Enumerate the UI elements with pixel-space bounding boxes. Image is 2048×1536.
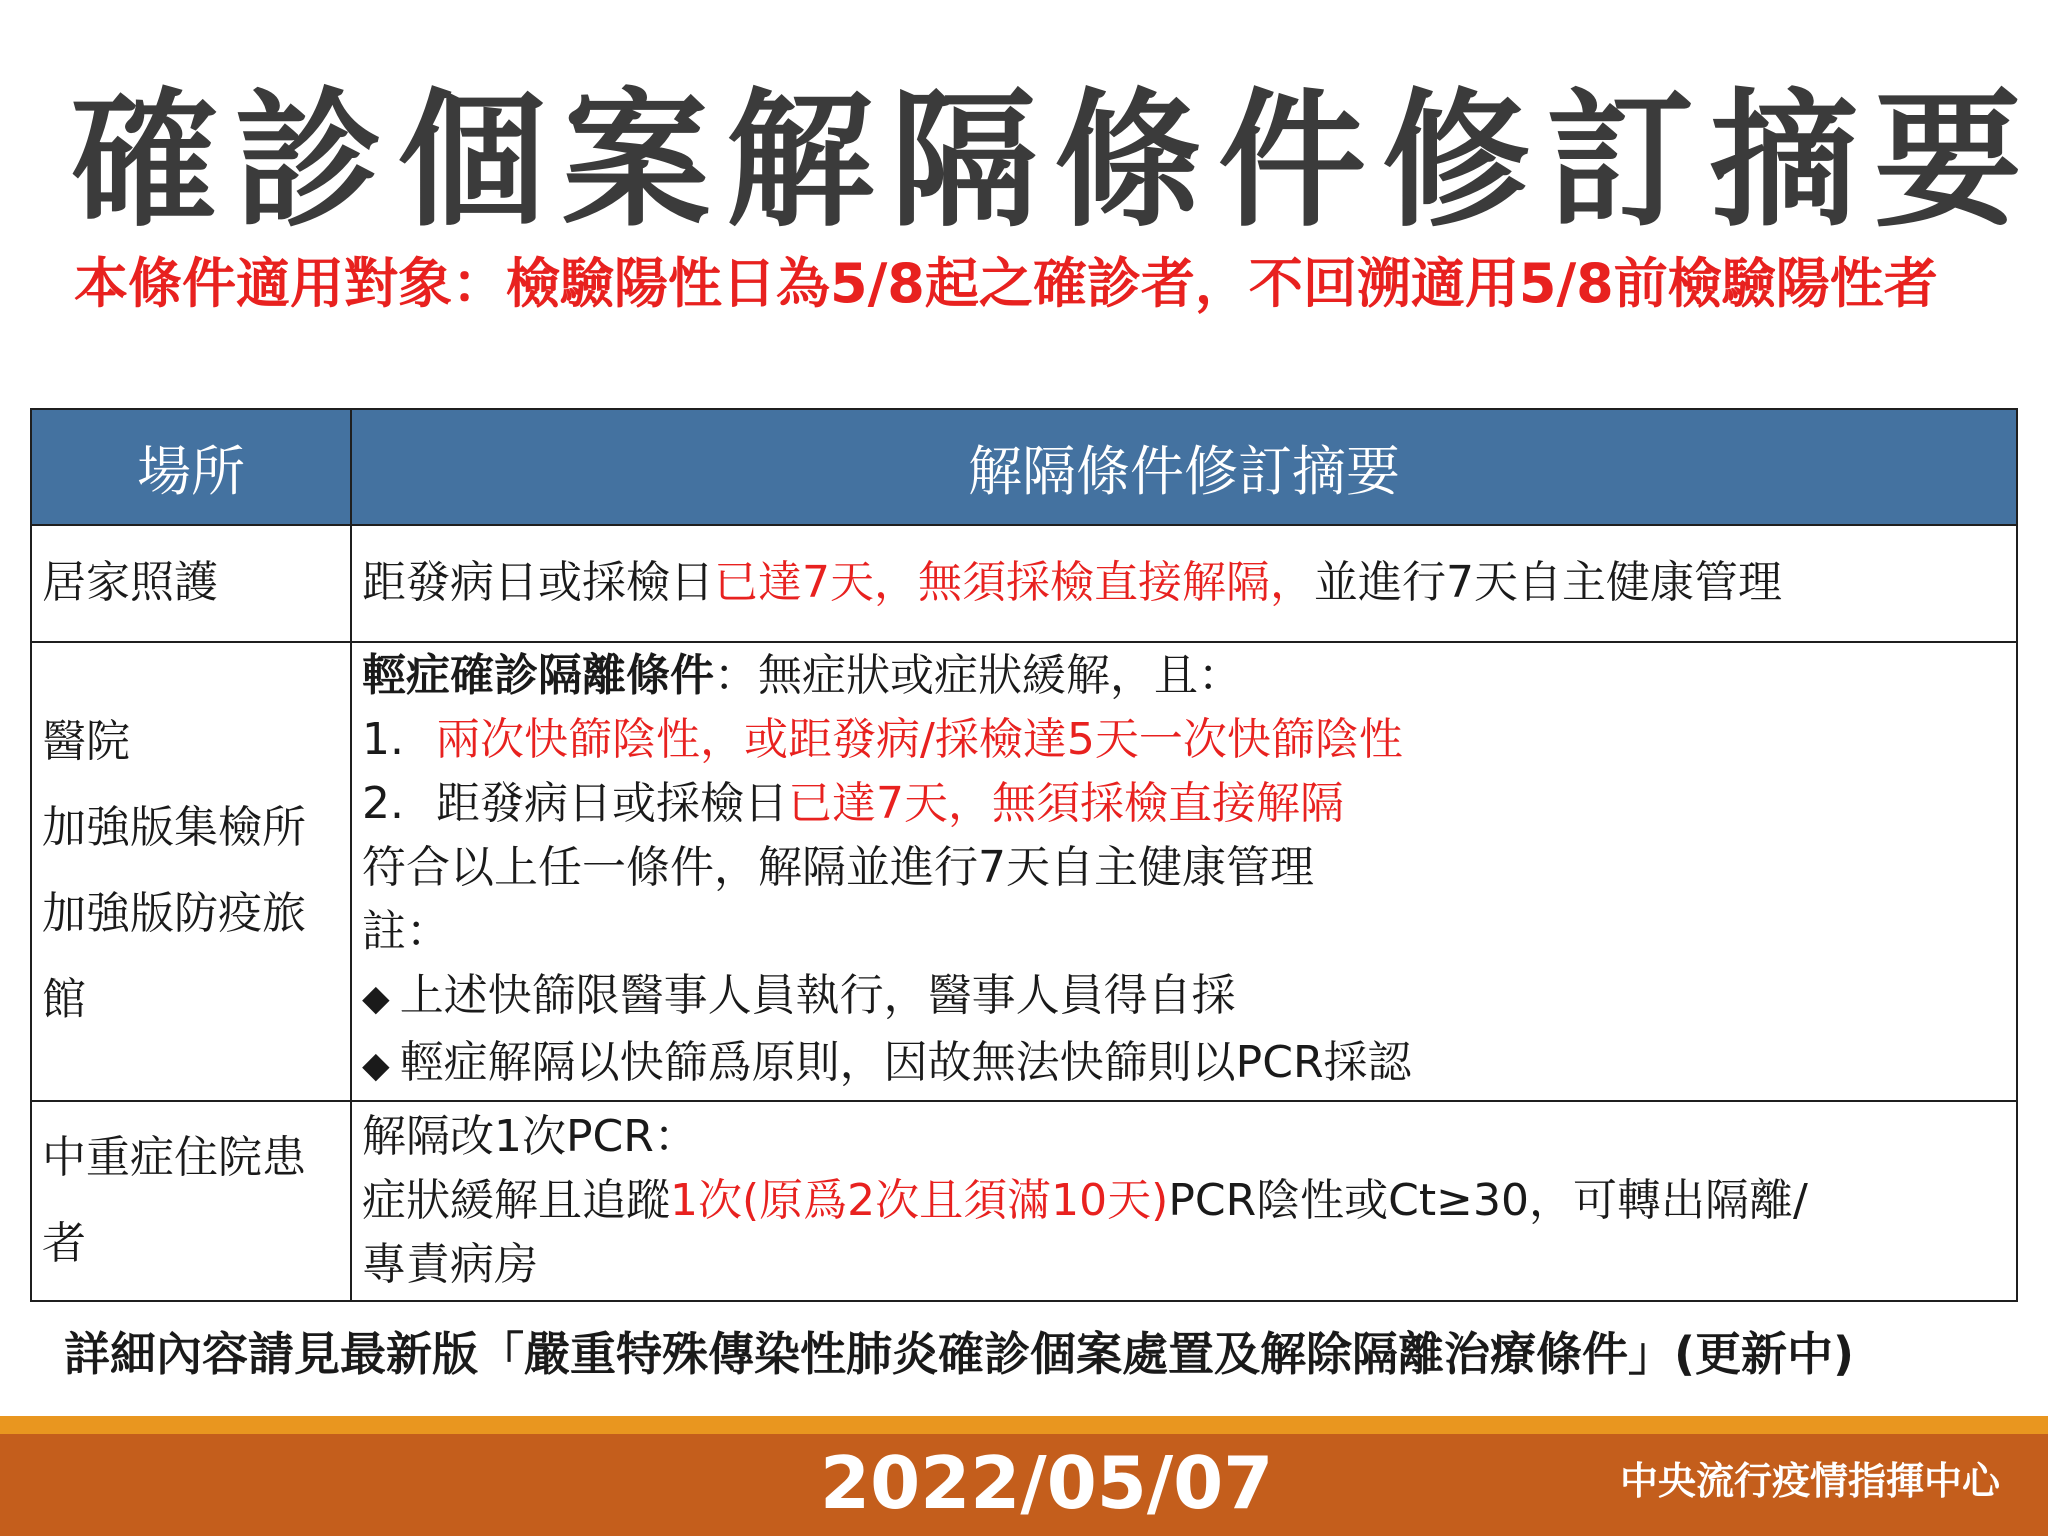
note-bullet-1 (362, 964, 2006, 1031)
applicability-note: 本條件適用對象：檢驗陽性日為5/8起之確診者，不回溯適用5/8前檢驗陽性者 (74, 252, 1938, 315)
summary-table (30, 408, 2018, 1302)
table-header-row (31, 409, 2017, 525)
place-home-care: 居家照護 (31, 525, 351, 641)
text: 上述快篩限醫事人員執行，醫事人員得自採 (399, 970, 1236, 1021)
place-hospital: 醫院 (42, 716, 130, 767)
highlight-text: 兩次快篩陰性，或距發病/採檢達5天一次快篩陰性 (436, 714, 1403, 765)
pcr-line: 解隔改1次PCR： (362, 1110, 698, 1162)
table-row (31, 525, 2017, 641)
place-quarantine-hotel: 加強版防疫旅館 (42, 888, 306, 1025)
conclusion-line: 符合以上任一條件，解隔並進行7天自主健康管理 (362, 842, 1314, 893)
item-number: 2. (362, 778, 404, 829)
diamond-bullet-icon: ◆ (362, 1045, 390, 1086)
page-title: 確診個案解隔條件修訂摘要 (70, 75, 2038, 247)
footer-date: 2022/05/07 (820, 1441, 1274, 1525)
item-number: 1. (362, 714, 404, 765)
text: 輕症解隔以快篩爲原則，因故無法快篩則以PCR採認 (399, 1037, 1412, 1088)
mild-case-heading-line (362, 644, 2006, 708)
mild-case-heading: 輕症確診隔離條件 (362, 650, 714, 701)
diamond-bullet-icon: ◆ (362, 978, 390, 1019)
text: PCR陰性或Ct≥30，可轉出隔離/ (1168, 1174, 1808, 1226)
text: 並進行7天自主健康管理 (1314, 557, 1782, 609)
note-label: 註： (362, 906, 450, 957)
text: 距發病日或採檢日 (362, 557, 714, 609)
place-quarantine-center: 加強版集檢所 (42, 802, 306, 853)
place-severe-inpatient: 中重症住院患者 (31, 1101, 351, 1301)
row-hospital-content (351, 642, 2017, 1101)
ward-line: 專責病房 (362, 1238, 538, 1290)
table-row (31, 642, 2017, 1101)
condition-item-2 (362, 772, 2006, 836)
table-row (31, 1101, 2017, 1301)
header-place: 場所 (31, 409, 351, 525)
header-summary: 解隔條件修訂摘要 (351, 409, 2017, 525)
highlight-text: 已達7天，無須採檢直接解隔 (788, 778, 1344, 829)
text: ：無症狀或症狀緩解，且： (714, 650, 1242, 701)
highlight-text: 1次(原爲2次且須滿10天) (670, 1174, 1169, 1226)
text: 症狀緩解且追蹤 (362, 1174, 670, 1226)
highlight-text: 已達7天，無須採檢直接解隔， (714, 557, 1314, 609)
condition-item-1 (362, 708, 2006, 772)
row-severe-content (351, 1101, 2017, 1301)
footer-organization: 中央流行疫情指揮中心 (1619, 1459, 2000, 1503)
reference-footnote: 詳細內容請見最新版「嚴重特殊傳染性肺炎確診個案處置及解除隔離治療條件」(更新中) (64, 1327, 1855, 1381)
release-condition-line (362, 1169, 2006, 1233)
text: 距發病日或採檢日 (436, 778, 788, 829)
place-hospital-group (31, 642, 351, 1101)
footer-stripe (0, 1416, 2048, 1434)
row-home-care-content (351, 525, 2017, 641)
note-bullet-2 (362, 1031, 2006, 1098)
